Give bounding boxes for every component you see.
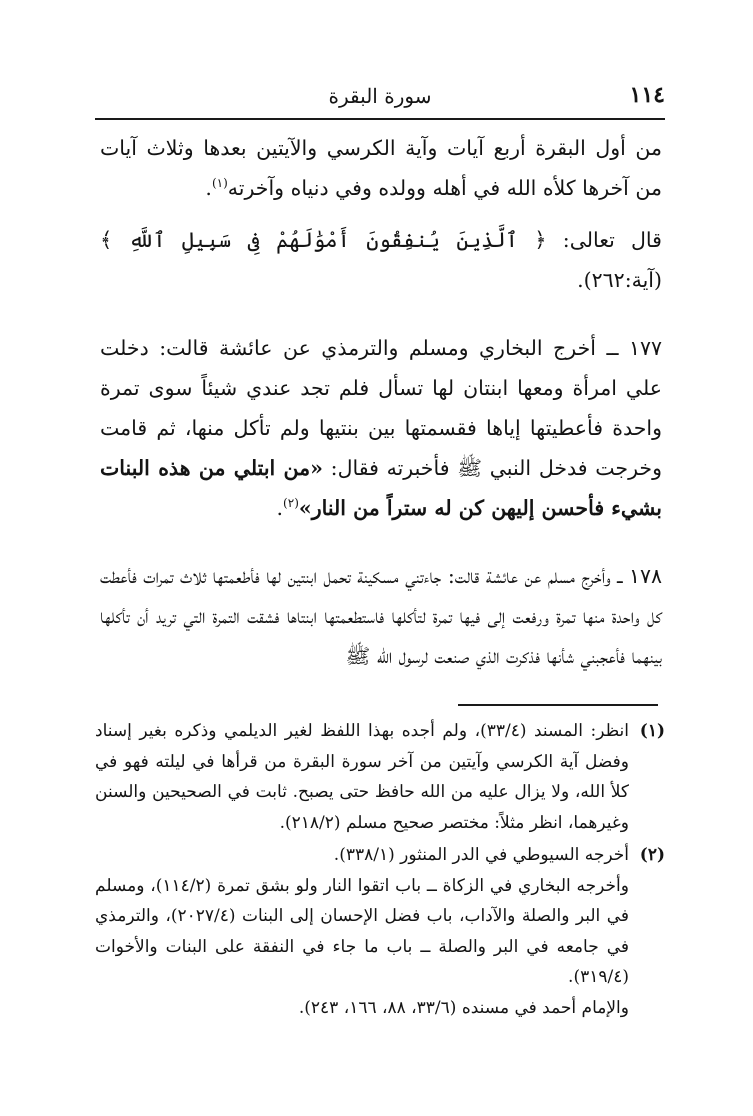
verse-intro: قال تعالى: bbox=[562, 228, 662, 252]
hadith-177-quote: «من ابتلي من هذه البنات بشيء فأحسن إليهن كن له ستراً من النار» bbox=[100, 456, 662, 520]
main-text bbox=[100, 128, 662, 676]
footnote-1-text: انظر: المسند (٣٣/٤)، ولم أجده بهذا اللفظ لغير الديلمي وذكره بغير إسناد وفضل آية الكرسي وآيتين من آخر سورة البقرة من قرأها في ليلته فهو في كلأ الله، ولا يزال عليه من الله حافظ حتى يصبح. ثابت في الصحيحين والسنن وغيرهما، انظر مثلاً: مختصر صحيح مسلم (٢١٨/٢). bbox=[95, 721, 629, 833]
paragraph-continuation-end: . bbox=[205, 176, 212, 200]
hadith-177-text: ١٧٧ ــ أخرج البخاري ومسلم والترمذي عن عائشة قالت: دخلت علي امرأة ومعها ابنتان لها تسأل فلم تجد عندي شيئاً سوى تمرة واحدة فأعطيتها إياها فقسمتها بين بنتيها ولم تأكل منها، ثم قامت وخرجت فدخل النبي ﷺ فأخبرته فقال: bbox=[100, 336, 662, 480]
quran-verse: ﴿ ٱلَّذِينَ يُنفِقُونَ أَمْوَٰلَهُمْ فِى سَبِيلِ ٱللَّهِ ﴾ bbox=[100, 228, 547, 252]
page-number: ١١٤ bbox=[629, 82, 665, 108]
footnote-2 bbox=[95, 840, 665, 1023]
footnote-marker: (٢) bbox=[639, 845, 665, 865]
footnote-ref-2[interactable]: (٢) bbox=[283, 496, 299, 511]
footnote-separator bbox=[458, 704, 658, 706]
hadith-177-end: . bbox=[276, 496, 284, 520]
page-header bbox=[95, 82, 665, 120]
hadith-177 bbox=[100, 328, 662, 528]
running-title: سورة البقرة bbox=[328, 84, 432, 108]
footnote-marker: (١) bbox=[639, 721, 665, 741]
footnote-ref-1[interactable]: (١) bbox=[211, 176, 228, 191]
footnote-1 bbox=[95, 716, 665, 838]
hadith-178 bbox=[100, 556, 662, 676]
verse-paragraph bbox=[100, 220, 662, 300]
verse-reference: (آية:٢٦٢). bbox=[577, 268, 662, 292]
footnote-2-line-3: والإمام أحمد في مسنده (٣٣/٦، ٨٨، ١٦٦، ٢٤٣). bbox=[298, 997, 629, 1018]
footnotes bbox=[95, 716, 665, 1025]
footnote-2-line-2: وأخرجه البخاري في الزكاة ــ باب اتقوا النار ولو بشق تمرة (١١٤/٢)، ومسلم في البر والصلة والآداب، باب فضل الإحسان إلى البنات (٢٠٢٧/٤)، والترمذي في جامعه في البر والصلة ــ باب ما جاء في النفقة على البنات والأخوات (٣١٩/٤). bbox=[95, 875, 629, 987]
footnote-2-line-1: أخرجه السيوطي في الدر المنثور (٣٣٨/١). bbox=[333, 845, 629, 865]
paragraph-continuation-text: من أول البقرة أربع آيات وآية الكرسي والآيتين بعدها وثلاث آيات من آخرها كلأه الله في أهله وولده وفي دنياه وآخرته bbox=[100, 136, 662, 200]
paragraph-continuation bbox=[100, 128, 662, 208]
hadith-178-text: ١٧٨ ــ وأخرج مسلم عن عائشة قالت: جاءتني مسكينة تحمل ابنتين لها فأطعمتها ثلاث تمرات فأعطت كل واحدة منها تمرة ورفعت إلى فيها تمرة لتأكلها فاستطعمتها ابنتاها فشقت التمرة التي تريد أن تأكلها بينهما فأعجبني شأنها فذكرت الذي صنعت لرسول الله ﷺ bbox=[100, 564, 662, 668]
